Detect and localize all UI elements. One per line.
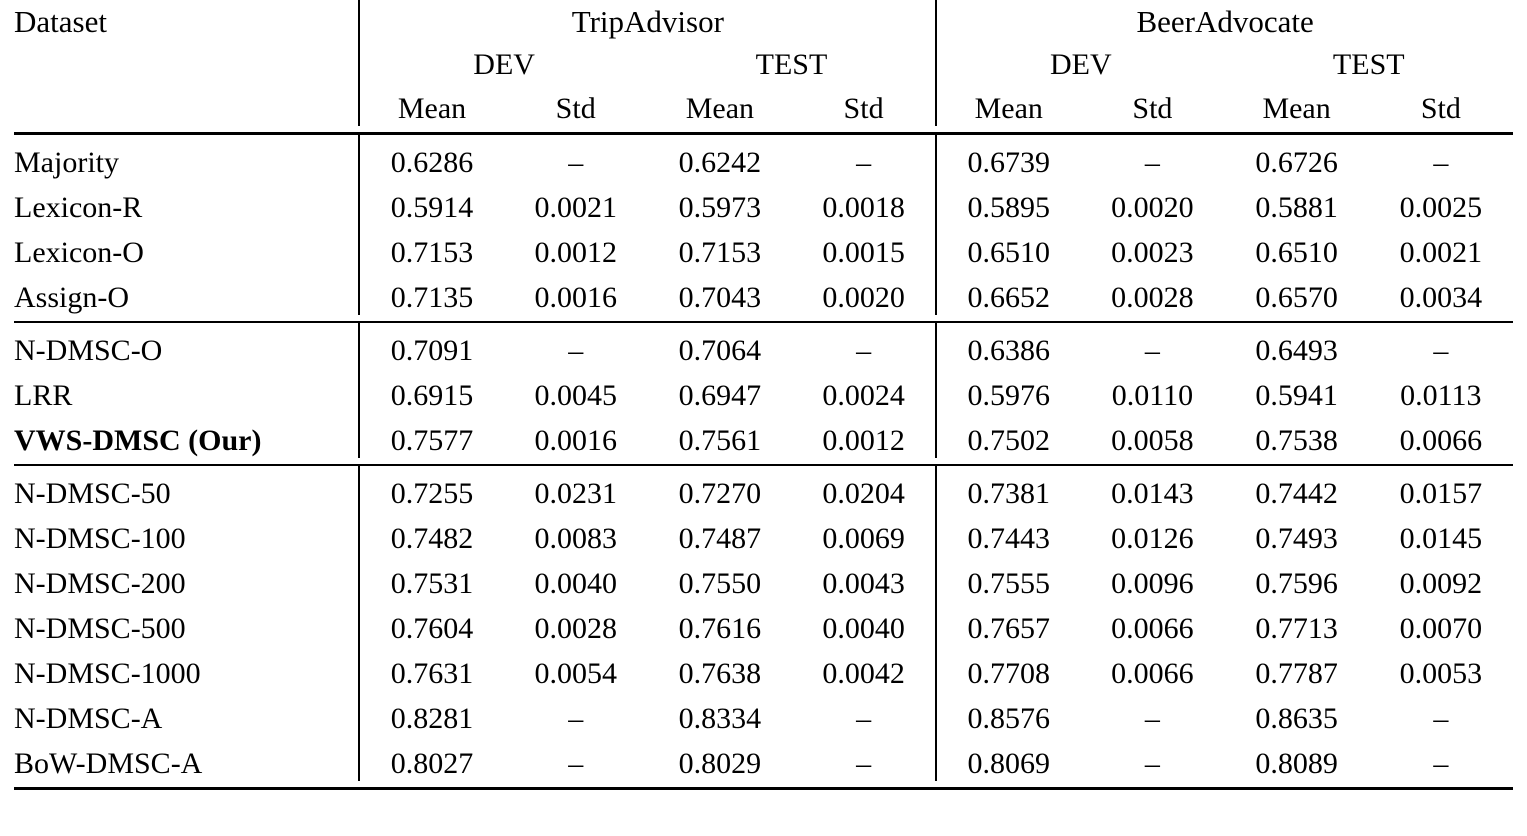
cell-value: 0.7787 [1255,657,1338,690]
metric-header-4: Mean [936,82,1080,126]
table-row [14,736,1513,781]
cell-value: – [568,702,584,735]
cell-value: 0.0015 [822,236,905,269]
cell-value: 0.8635 [1255,702,1338,735]
cell-value: 0.0066 [1111,612,1194,645]
table-row [14,646,1513,691]
cell-value: 0.7153 [678,236,762,269]
cell-value: – [1144,334,1160,367]
cell-value: 0.7550 [678,567,762,600]
table-row [14,601,1513,646]
metric-header-spacer [14,82,359,126]
metric-header-3: Std [843,92,884,125]
cell-value: – [568,747,584,780]
cell-value: 0.6947 [678,379,762,412]
cell-value: – [568,334,584,367]
cell-value: 0.0020 [1111,191,1194,224]
cell-value: 0.7631 [359,646,503,691]
split-header-spacer [14,40,359,82]
split-header-beeradvocate-test: TEST [1332,48,1405,81]
row-label-n-dmsc-200: N-DMSC-200 [14,567,186,600]
cell-value: 0.6915 [359,368,503,413]
cell-value: 0.7442 [1255,477,1338,510]
cell-value: 0.6386 [936,322,1080,368]
cell-value: 0.6652 [936,270,1080,315]
header-row-groups [14,0,1513,40]
rule-line [14,315,1513,322]
metric-header-1: Std [555,92,596,125]
row-label-assign-o: Assign-O [14,281,130,314]
cell-value: 0.0204 [822,477,905,510]
cell-value: 0.0143 [1111,477,1194,510]
table-row [14,180,1513,225]
row-label-majority: Majority [14,146,119,179]
cell-value: 0.8027 [359,736,503,781]
cell-value: 0.7064 [678,334,762,367]
cell-value: 0.0066 [1399,424,1483,457]
cell-value: 0.0034 [1399,281,1483,314]
cell-value: 0.7493 [1255,522,1338,555]
split-header-tripadvisor-dev: DEV [359,40,647,82]
rule-section-divider-1 [14,458,1513,465]
row-label-n-dmsc-o: N-DMSC-O [14,334,163,367]
rule-line [14,781,1513,789]
cell-value: – [1433,702,1449,735]
table-row [14,691,1513,736]
group-header-beeradvocate: BeerAdvocate [936,0,1513,40]
cell-value: – [856,747,872,780]
cell-value: 0.7708 [936,646,1080,691]
cell-value: 0.6242 [678,146,762,179]
cell-value: – [1433,334,1449,367]
cell-value: 0.0070 [1399,612,1483,645]
table-row [14,322,1513,368]
rule-section-divider-0 [14,315,1513,322]
cell-value: – [1433,747,1449,780]
table-row [14,134,1513,181]
cell-value: 0.6286 [359,134,503,181]
cell-value: – [856,334,872,367]
cell-value: – [1144,146,1160,179]
cell-value: 0.6726 [1255,146,1338,179]
cell-value: 0.8089 [1255,747,1338,780]
cell-value: 0.0066 [1111,657,1194,690]
cell-value: 0.0040 [534,567,617,600]
cell-value: 0.0024 [822,379,905,412]
row-label-lexicon-r: Lexicon-R [14,191,143,224]
cell-value: 0.0012 [822,424,905,457]
cell-value: 0.7596 [1255,567,1338,600]
cell-value: 0.8576 [936,691,1080,736]
row-label-bow-dmsc-a: BoW-DMSC-A [14,747,203,780]
cell-value: 0.0025 [1399,191,1483,224]
cell-value: 0.5941 [1255,379,1338,412]
cell-value: 0.6510 [936,225,1080,270]
cell-value: 0.7270 [678,477,762,510]
row-label-n-dmsc-50: N-DMSC-50 [14,477,171,510]
cell-value: 0.0016 [534,424,617,457]
results-table [14,0,1513,790]
cell-value: 0.0028 [1111,281,1194,314]
cell-value: 0.7135 [359,270,503,315]
cell-value: 0.0083 [534,522,617,555]
table-row [14,270,1513,315]
cell-value: 0.0231 [534,477,617,510]
cell-value: 0.6739 [936,134,1080,181]
row-label-n-dmsc-1000: N-DMSC-1000 [14,657,201,690]
cell-value: 0.8069 [936,736,1080,781]
cell-value: 0.0145 [1399,522,1483,555]
rule-header-bottom [14,126,1513,134]
metric-header-6: Mean [1262,92,1331,125]
group-header-tripadvisor: TripAdvisor [359,0,936,40]
table-row [14,413,1513,458]
table-row [14,511,1513,556]
cell-value: 0.7502 [936,413,1080,458]
cell-value: 0.7153 [359,225,503,270]
cell-value: 0.5976 [936,368,1080,413]
cell-value: 0.0113 [1400,379,1482,412]
cell-value: 0.7091 [359,322,503,368]
cell-value: 0.5881 [1255,191,1338,224]
cell-value: 0.7657 [936,601,1080,646]
cell-value: 0.7482 [359,511,503,556]
cell-value: 0.7538 [1255,424,1338,457]
cell-value: 0.6493 [1255,334,1338,367]
metric-header-2: Mean [685,92,755,125]
cell-value: 0.0054 [534,657,617,690]
cell-value: 0.7561 [678,424,762,457]
header-row-splits [14,40,1513,82]
cell-value: 0.7043 [678,281,762,314]
cell-value: 0.8029 [678,747,762,780]
cell-value: 0.0042 [822,657,905,690]
row-label-lrr: LRR [14,379,73,412]
cell-value: 0.0069 [822,522,905,555]
cell-value: 0.0028 [534,612,617,645]
cell-value: 0.0110 [1111,379,1194,412]
cell-value: 0.7604 [359,601,503,646]
cell-value: 0.0053 [1399,657,1483,690]
table-row [14,465,1513,511]
cell-value: 0.0043 [822,567,905,600]
cell-value: 0.0021 [1399,236,1483,269]
cell-value: – [1144,702,1160,735]
cell-value: 0.8281 [359,691,503,736]
cell-value: 0.5914 [359,180,503,225]
cell-value: 0.0058 [1111,424,1194,457]
cell-value: 0.7616 [678,612,762,645]
cell-value: 0.7713 [1255,612,1338,645]
cell-value: – [1433,146,1449,179]
cell-value: 0.0096 [1111,567,1194,600]
cell-value: 0.7487 [678,522,762,555]
table-row [14,225,1513,270]
cell-value: 0.0021 [534,191,617,224]
rule-line [14,458,1513,465]
metric-header-0: Mean [359,82,503,126]
row-label-n-dmsc-100: N-DMSC-100 [14,522,186,555]
cell-value: 0.7255 [359,465,503,511]
rule-table-bottom [14,781,1513,789]
cell-value: 0.8334 [678,702,762,735]
cell-value: 0.7555 [936,556,1080,601]
table-row [14,368,1513,413]
cell-value: 0.0023 [1111,236,1194,269]
cell-value: 0.0018 [822,191,905,224]
row-label-n-dmsc-a: N-DMSC-A [14,702,163,735]
cell-value: 0.6570 [1255,281,1338,314]
cell-value: 0.0020 [822,281,905,314]
cell-value: 0.7381 [936,465,1080,511]
header-row-metrics [14,82,1513,126]
metric-header-5: Std [1132,92,1173,125]
cell-value: 0.7443 [936,511,1080,556]
row-label-n-dmsc-500: N-DMSC-500 [14,612,186,645]
metric-header-7: Std [1420,92,1461,125]
rule-line [14,126,1513,134]
cell-value: – [856,146,872,179]
table-row [14,556,1513,601]
cell-value: – [856,702,872,735]
cell-value: – [568,146,584,179]
split-header-tripadvisor-test: TEST [755,48,828,81]
cell-value: 0.5973 [678,191,762,224]
cell-value: 0.7531 [359,556,503,601]
cell-value: 0.0126 [1111,522,1194,555]
cell-value: 0.0012 [534,236,617,269]
cell-value: 0.7577 [359,413,503,458]
cell-value: 0.0016 [534,281,617,314]
cell-value: – [1144,747,1160,780]
cell-value: 0.5895 [936,180,1080,225]
cell-value: 0.7638 [678,657,762,690]
cell-value: 0.0092 [1399,567,1483,600]
dataset-header: Dataset [14,4,107,39]
row-label-lexicon-o: Lexicon-O [14,236,144,269]
split-header-beeradvocate-dev: DEV [936,40,1224,82]
cell-value: 0.0157 [1399,477,1483,510]
cell-value: 0.6510 [1255,236,1338,269]
cell-value: 0.0040 [822,612,905,645]
row-label-vws-dmsc-our: VWS-DMSC (Our) [14,424,262,457]
cell-value: 0.0045 [534,379,617,412]
